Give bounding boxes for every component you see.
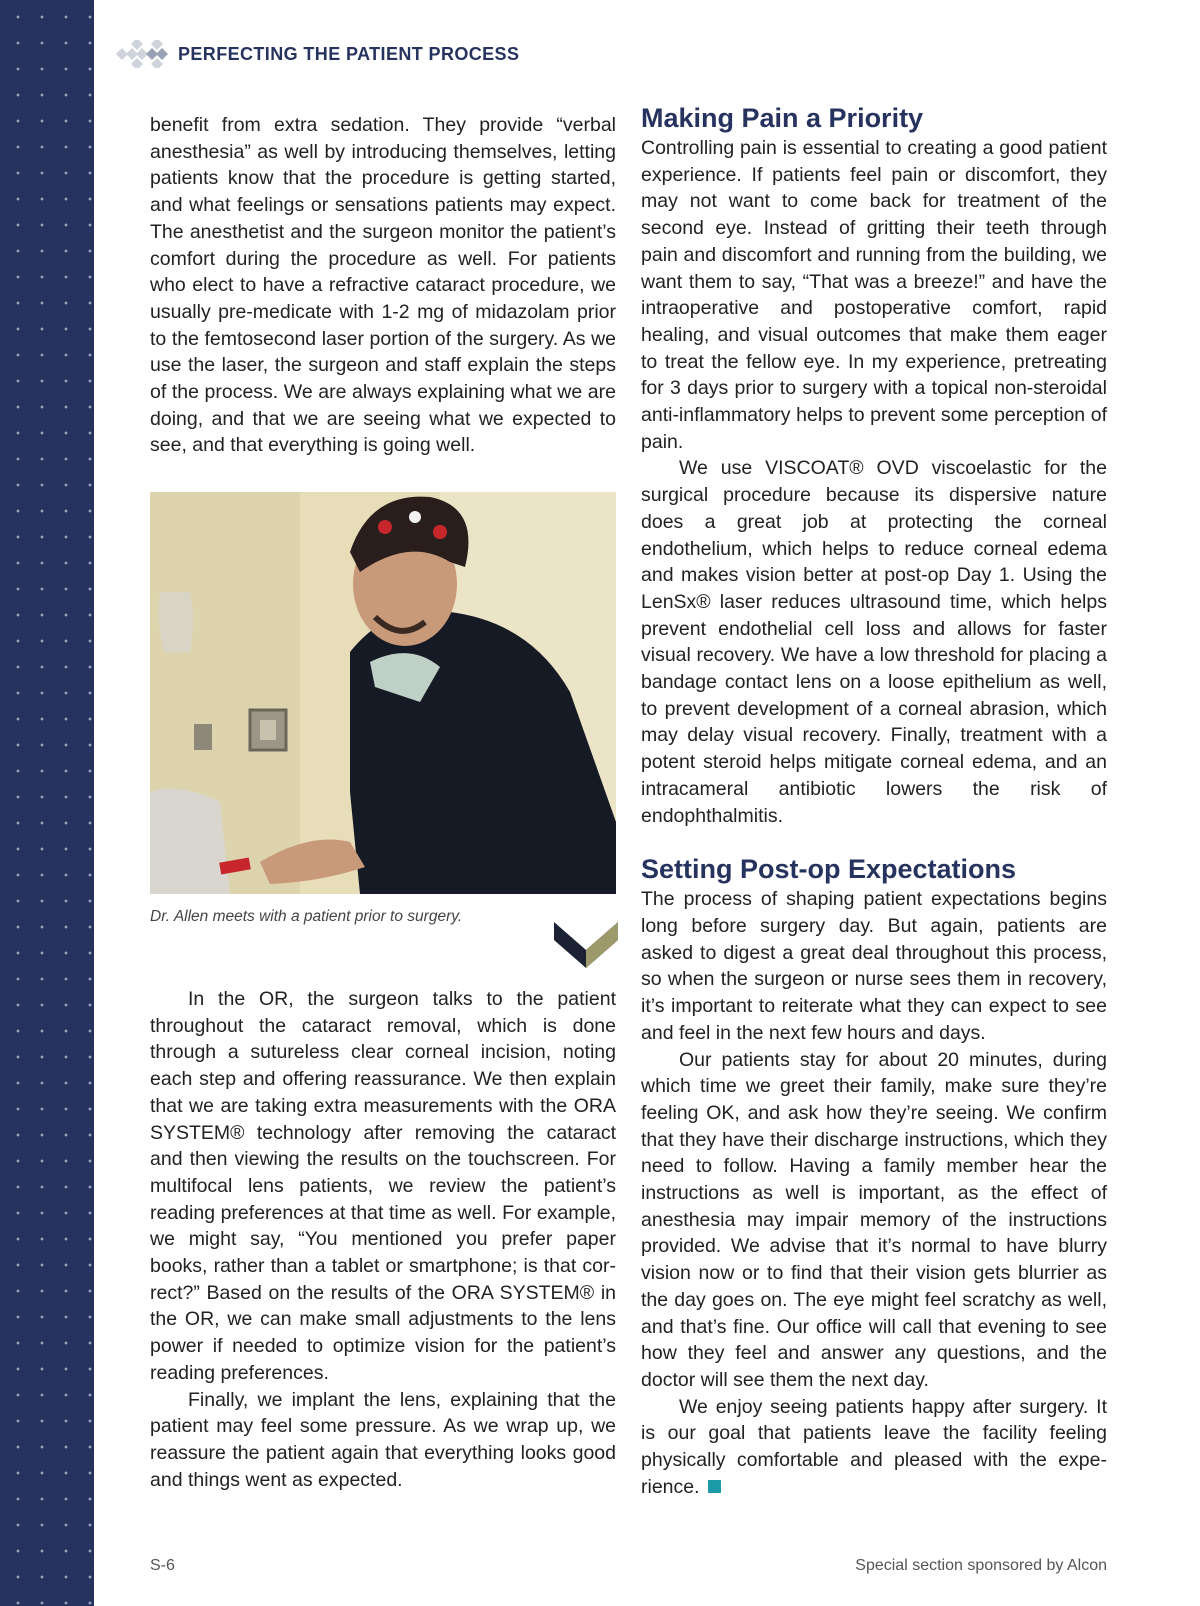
paragraph: Our patients stay for about 20 minutes, during which time we greet their family, make sure they’re feeling OK, and ask how they’re seeing. We confirm that they have their discharge instructions, which they need to follow. Having a family member hear the instructions as well is important, as the effect of anesthesia may impair memory of the instructions provided. We advise that it’s normal to have blurry vision now or to find that their vision gets blurrier as the day goes on. The eye might feel scratchy as well, and that’s fine. Our office will call that evening to see how they feel and answer any questions, and the doctor will see them the next day. [641,1048,1107,1391]
page-number: S-6 [150,1557,175,1574]
diamond-pattern-icon [112,40,176,68]
section-heading: Setting Post-op Expectations [641,854,1017,885]
paragraph: Finally, we implant the lens, explaining that the patient may feel some pressure. As we wrap up, we reassure the patient again that everything looks good and things went as expected. [150,1388,616,1491]
paragraph: benefit from extra sedation. They provide “verbal anesthesia” as well by introducing themselves, letting patients know that the procedure is getting started, and what feelings or sensations patients may expect. The anesthetist and the surgeon monitor the patient’s comfort during the procedure as well. For patients who elect to have a refractive cataract procedure, we usually pre-medicate with 1-2 mg of midazolam prior to the femtosecond laser portion of the surgery. As we use the laser, the surgeon and staff explain the steps of the process. We are always explaining what we are doing, and that we are seeing what we expected to see, and that everything is going well. [150,114,616,457]
right-column [641,101,1107,1500]
sponsor-note: Special section sponsored by Alcon [855,1557,1107,1574]
surgeon-photo [150,492,616,894]
section-heading: Making Pain a Priority [641,103,924,133]
last-paragraph [641,1394,1107,1501]
paragraph: Controlling pain is essential to creating a good patient experience. If patients feel pain or discomfort, they may not want to come back for treatment of the second eye. Instead of gritting their teeth through pain and discomfort and running from the building, we want them to say, “That was a breeze!” and have the intraoperative and postoperative comfort, rapid healing, and visual outcomes that make them eager to treat the fellow eye. In my experience, pretreating for 3 days prior to surgery with a topical non-steroidal anti-inflammatory helps to prevent some perception of pain. [641,137,1107,453]
photo-caption: Dr. Allen meets with a patient prior to surgery. [150,908,463,925]
left-column-bottom [150,986,616,1493]
left-column-top [150,112,616,459]
dotted-sidebar [0,0,94,1606]
section-header [112,40,519,68]
section-title: PERFECTING THE PATIENT PROCESS [178,43,520,64]
paragraph-text: We enjoy seeing patients happy after surgery. It is our goal that patients leave the facility feeling physically comfortable and pleased with the experience. [641,1395,1107,1498]
chevron-heart-icon [552,892,620,970]
end-mark-icon [708,1480,721,1493]
paragraph: The process of shaping patient expectations begins long before surgery day. But again, patients are asked to digest a great deal throughout this process, so when the surgeon or nurse sees them in recovery, it’s important to reiterate what they can expect to see and feel in the next few hours and days. [641,888,1107,1044]
paragraph: We use VISCOAT® OVD viscoelastic for the surgical procedure because its dispersive nature does a great job at protecting the corneal endothelium, which helps to reduce corneal edema and makes vision better at post-op Day 1. Using the LenSx® laser reduces ultrasound time, which helps prevent endothelial cell loss and allows for faster visual recovery. We have a low threshold for placing a bandage contact lens on a loose epithelium as well, to prevent development of a corneal abrasion, which may delay visual recovery. Finally, treatment with a potent steroid helps mitigate corneal edema, and an intracameral antibiotic lowers the risk of endophthalmitis. [641,457,1107,827]
paragraph: In the OR, the surgeon talks to the patient throughout the cataract removal, which is done through a sutureless clear corneal incision, noting each step and offering reassurance. We then explain that we are taking extra measurements with the ORA SYSTEM® technology after removing the cataract and then viewing the results on the touchscreen. For multifocal lens patients, we review the patient’s reading preferences at that time as well. For example, we might say, “You mentioned you prefer paper books, rather than a tablet or smartphone; is that correct?” Based on the results of the ORA SYSTEM® in the OR, we can make small adjustments to the lens power if needed to optimize vision for the patient’s reading preferences. [150,988,616,1384]
